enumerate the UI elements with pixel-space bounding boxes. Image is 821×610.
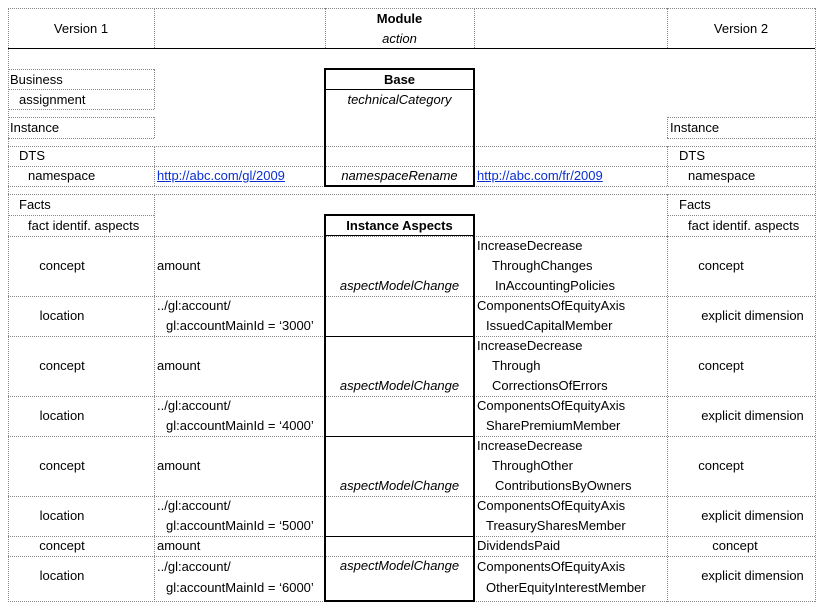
location-v2-label: explicit dimension [701, 508, 804, 523]
namespace-label-right: namespace [688, 168, 756, 183]
concept-v2-line: Through [492, 358, 541, 373]
location-label: location [39, 508, 85, 523]
action-header: action [382, 31, 417, 46]
location-v1-line: gl:accountMainId = ‘5000’ [166, 518, 314, 533]
concept-v1-value: amount [157, 258, 201, 273]
namespace-label-left: namespace [28, 168, 96, 183]
concept-v2-line: ContributionsByOwners [495, 478, 632, 493]
business-label: Business [10, 72, 63, 87]
concept-v2-line: ThroughChanges [492, 258, 593, 273]
concept-v2-line: CorrectionsOfErrors [492, 378, 608, 393]
location-label: location [39, 408, 85, 423]
facts-label-right: Facts [679, 197, 711, 212]
version2-header: Version 2 [713, 21, 769, 36]
concept-v2-line: ThroughOther [492, 458, 573, 473]
instance-label-left: Instance [10, 120, 60, 135]
location-v2-line: SharePremiumMember [486, 418, 621, 433]
base-label: Base [383, 72, 416, 87]
location-v2-line: ComponentsOfEquityAxis [477, 498, 626, 513]
location-v2-label: explicit dimension [701, 308, 804, 323]
concept-v2-line: InAccountingPolicies [495, 278, 615, 293]
concept-v2-line: IncreaseDecrease [477, 338, 583, 353]
location-v2-label: explicit dimension [701, 408, 804, 423]
instance-aspects-box [324, 214, 475, 602]
location-v1-line: ../gl:account/ [157, 498, 231, 513]
location-v1-line: ../gl:account/ [157, 298, 231, 313]
concept-label: concept [39, 258, 85, 273]
location-v2-line: ComponentsOfEquityAxis [477, 298, 626, 313]
location-v2-line: ComponentsOfEquityAxis [477, 398, 626, 413]
concept-v1-value: amount [157, 458, 201, 473]
concept-v1-value: amount [157, 538, 201, 553]
location-label: location [39, 308, 85, 323]
instance-label-right: Instance [670, 120, 720, 135]
namespace-v1-link[interactable]: http://abc.com/gl/2009 [157, 168, 285, 183]
fact-aspects-label-right: fact identif. aspects [688, 218, 800, 233]
dts-label-right: DTS [679, 148, 705, 163]
location-v1-line: gl:accountMainId = ‘6000’ [166, 580, 314, 595]
namespace-rename-label: namespaceRename [341, 168, 458, 183]
instance-aspects-label: Instance Aspects [346, 218, 453, 233]
version1-header: Version 1 [53, 21, 109, 36]
action-label: aspectModelChange [339, 478, 460, 493]
location-v2-line: TreasurySharesMember [486, 518, 626, 533]
concept-v2-label: concept [698, 358, 744, 373]
location-v2-line: OtherEquityInterestMember [486, 580, 646, 595]
fact-aspects-label-left: fact identif. aspects [28, 218, 140, 233]
assignment-label: assignment [19, 92, 86, 107]
concept-v2-label: concept [698, 258, 744, 273]
technical-category-label: technicalCategory [347, 92, 452, 107]
concept-v2-label: concept [698, 458, 744, 473]
concept-label: concept [39, 358, 85, 373]
location-v1-line: gl:accountMainId = ‘3000’ [166, 318, 314, 333]
action-label: aspectModelChange [339, 558, 460, 573]
facts-label-left: Facts [19, 197, 51, 212]
module-header: Module [376, 11, 423, 26]
dts-label-left: DTS [19, 148, 45, 163]
location-v2-line: ComponentsOfEquityAxis [477, 559, 626, 574]
location-v1-line: ../gl:account/ [157, 398, 231, 413]
concept-v2-line: DividendsPaid [477, 538, 561, 553]
concept-label: concept [39, 538, 85, 553]
action-label: aspectModelChange [339, 278, 460, 293]
location-label: location [39, 568, 85, 583]
namespace-v2-link[interactable]: http://abc.com/fr/2009 [477, 168, 603, 183]
concept-label: concept [39, 458, 85, 473]
concept-v2-line: IncreaseDecrease [477, 238, 583, 253]
location-v2-label: explicit dimension [701, 568, 804, 583]
location-v2-line: IssuedCapitalMember [486, 318, 613, 333]
action-label: aspectModelChange [339, 378, 460, 393]
location-v1-line: ../gl:account/ [157, 559, 231, 574]
location-v1-line: gl:accountMainId = ‘4000’ [166, 418, 314, 433]
concept-v1-value: amount [157, 358, 201, 373]
concept-v2-line: IncreaseDecrease [477, 438, 583, 453]
concept-v2-label: concept [712, 538, 758, 553]
